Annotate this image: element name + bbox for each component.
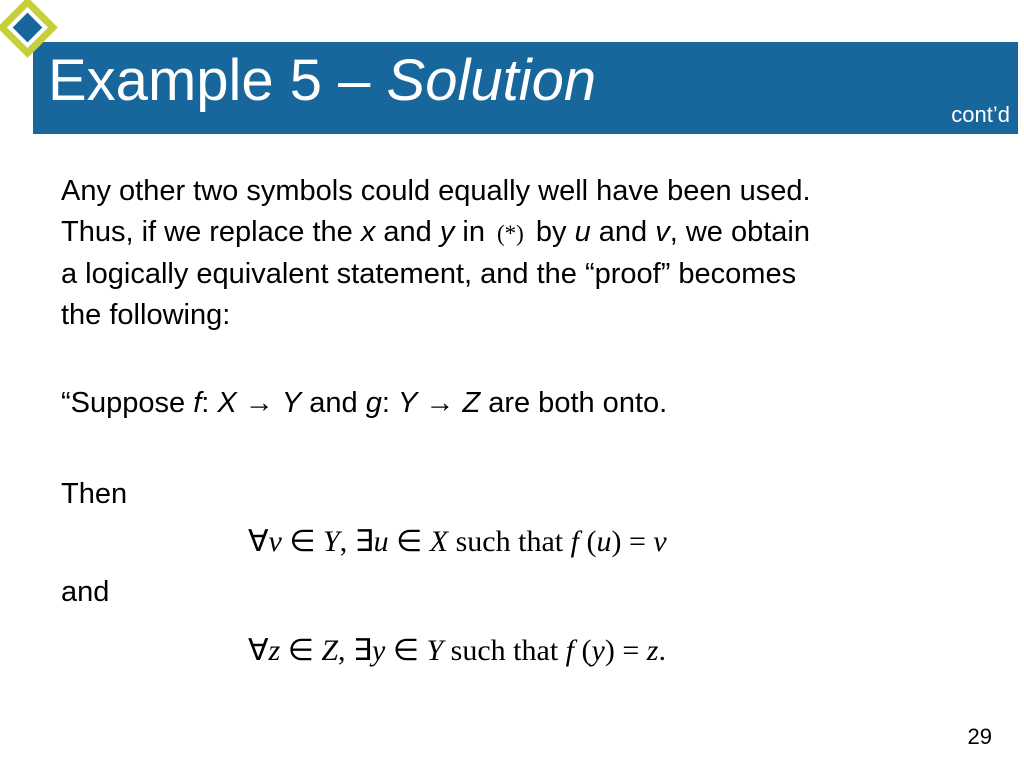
paragraph-line-4: the following: [61,299,231,331]
page-number: 29 [967,724,992,749]
math-statement-2: ∀z ∈ Z, ∃y ∈ Y such that f (y) = z. [248,634,666,667]
paragraph-intro [61,171,811,336]
and-label: and [61,576,110,608]
star-reference: (*) [497,221,524,246]
paragraph-line-3: a logically equivalent statement, and the “proof” becomes [61,258,797,290]
title-italic-text: Solution [386,48,597,113]
paragraph-line-2: Thus, if we replace the x and y in (*) by u and v, we obtain [61,212,811,254]
continued-label: cont’d [951,102,1010,127]
suppose-statement: “Suppose f: X → Y and g: Y → Z are both onto. [61,387,668,419]
paragraph-line-1: Any other two symbols could equally well have been used. [61,175,811,207]
then-label: Then [61,478,128,510]
math-statement-1: ∀v ∈ Y, ∃u ∈ X such that f (u) = v [248,525,667,558]
slide-title [48,48,597,113]
title-main-text: Example 5 – [48,48,387,113]
